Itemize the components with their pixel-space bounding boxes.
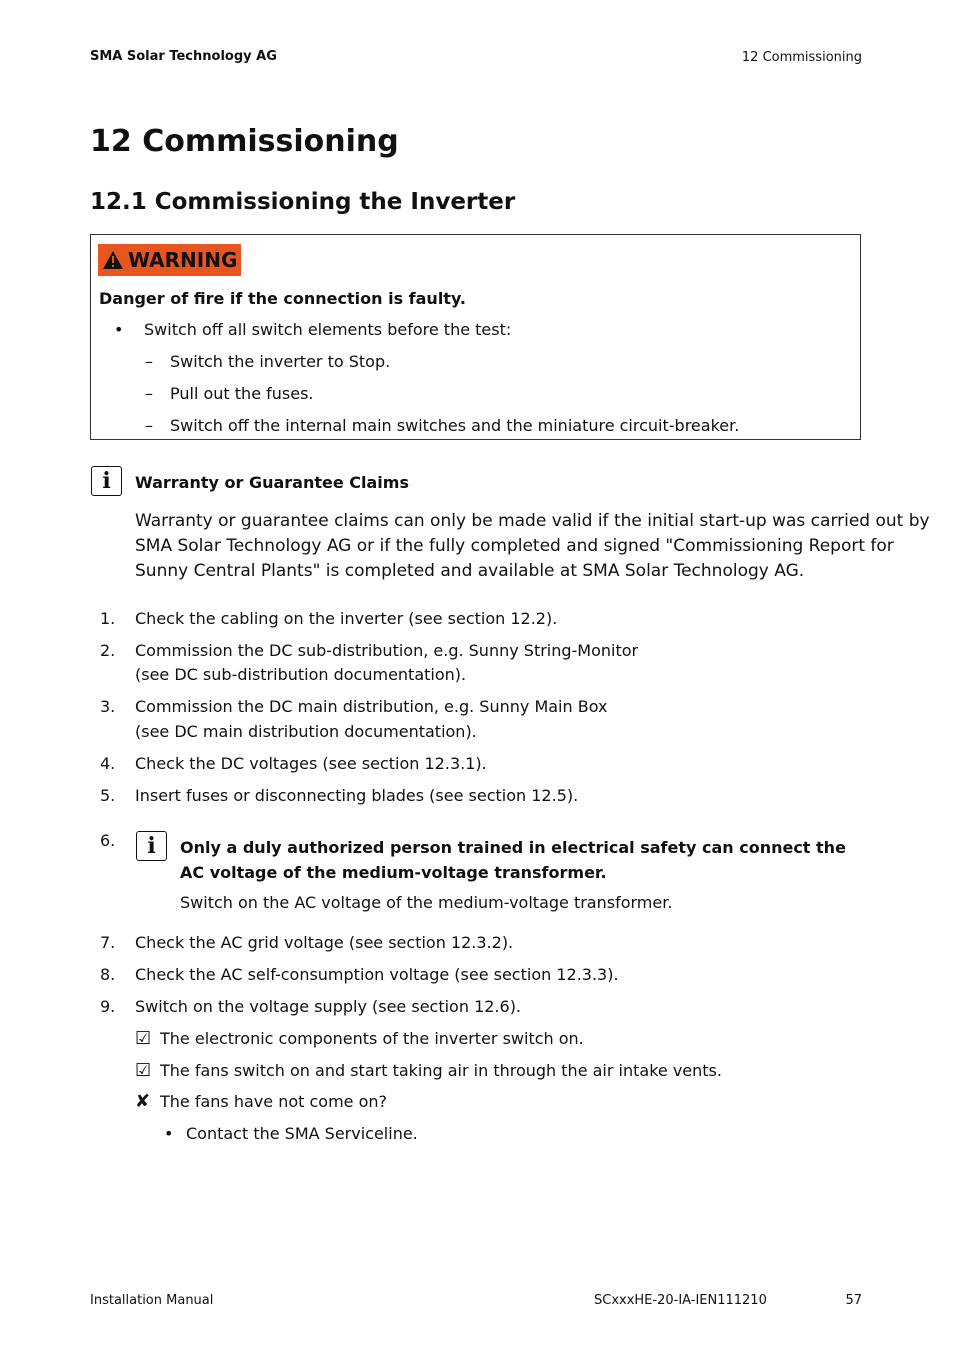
dash-icon: – — [145, 384, 153, 403]
bullet-icon: • — [164, 1124, 174, 1143]
checkbox-checked-icon: ☑ — [135, 1028, 152, 1049]
step-text: Check the DC voltages (see section 12.3.1). — [135, 754, 487, 773]
warning-label — [98, 244, 241, 276]
info-line: SMA Solar Technology AG or if the fully completed and signed "Commissioning Report for — [135, 536, 894, 556]
step-number: 4. — [100, 754, 116, 773]
action-text: Contact the SMA Serviceline. — [186, 1124, 418, 1143]
step-number: 8. — [100, 965, 116, 984]
info-icon: i — [91, 466, 122, 496]
step-number: 6. — [100, 831, 116, 850]
step-text: (see DC sub-distribution documentation). — [135, 665, 467, 684]
page-title: 12 Commissioning — [90, 124, 399, 159]
step-text: (see DC main distribution documentation). — [135, 722, 477, 741]
result-text: The electronic components of the inverter switch on. — [160, 1029, 584, 1048]
result-text: The fans switch on and start taking air in through the air intake vents. — [160, 1061, 722, 1080]
failure-text: The fans have not come on? — [160, 1092, 387, 1111]
section-title: 12.1 Commissioning the Inverter — [90, 189, 516, 215]
info-line: Warranty or guarantee claims can only be made valid if the initial start-up was carried out by — [135, 511, 930, 531]
info-line: Sunny Central Plants" is completed and available at SMA Solar Technology AG. — [135, 561, 805, 581]
step-number: 9. — [100, 997, 116, 1016]
info-icon: i — [136, 831, 167, 861]
warning-heading: Danger of fire if the connection is faulty. — [99, 289, 466, 308]
step-text: Commission the DC main distribution, e.g. Sunny Main Box — [135, 697, 608, 716]
step-number: 7. — [100, 933, 116, 952]
header-company: SMA Solar Technology AG — [90, 49, 277, 64]
warning-subitem: Pull out the fuses. — [170, 384, 314, 403]
step-number: 2. — [100, 641, 116, 660]
page-number: 57 — [845, 1293, 862, 1308]
header-section: 12 Commissioning — [741, 50, 862, 65]
warning-subitem: Switch off the internal main switches and the miniature circuit-breaker. — [170, 416, 740, 435]
step-number: 5. — [100, 786, 116, 805]
info-heading: Warranty or Guarantee Claims — [135, 473, 409, 492]
bullet-icon: • — [114, 320, 124, 339]
step-text: Switch on the voltage supply (see section 12.6). — [135, 997, 522, 1016]
step-text: Check the cabling on the inverter (see section 12.2). — [135, 609, 558, 628]
warning-triangle-icon — [102, 250, 124, 270]
checkbox-checked-icon: ☑ — [135, 1060, 152, 1081]
step-number: 1. — [100, 609, 116, 628]
step-text: Check the AC grid voltage (see section 12.3.2). — [135, 933, 514, 952]
step6-bold-line: AC voltage of the medium-voltage transformer. — [180, 863, 607, 882]
footer-doc-id: SCxxxHE-20-IA-IEN111210 — [594, 1293, 767, 1308]
step6-text: Switch on the AC voltage of the medium-voltage transformer. — [180, 893, 673, 912]
dash-icon: – — [145, 416, 153, 435]
dash-icon: – — [145, 352, 153, 371]
footer-left: Installation Manual — [90, 1293, 214, 1308]
step6-bold-line: Only a duly authorized person trained in electrical safety can connect the — [180, 838, 846, 857]
step-text: Commission the DC sub-distribution, e.g. Sunny String-Monitor — [135, 641, 639, 660]
step-number: 3. — [100, 697, 116, 716]
step-text: Insert fuses or disconnecting blades (see section 12.5). — [135, 786, 579, 805]
warning-bullet: Switch off all switch elements before the test: — [144, 320, 512, 339]
step-text: Check the AC self-consumption voltage (see section 12.3.3). — [135, 965, 619, 984]
warning-label-text: WARNING — [128, 248, 238, 272]
warning-subitem: Switch the inverter to Stop. — [170, 352, 391, 371]
cross-icon: ✘ — [135, 1091, 151, 1112]
